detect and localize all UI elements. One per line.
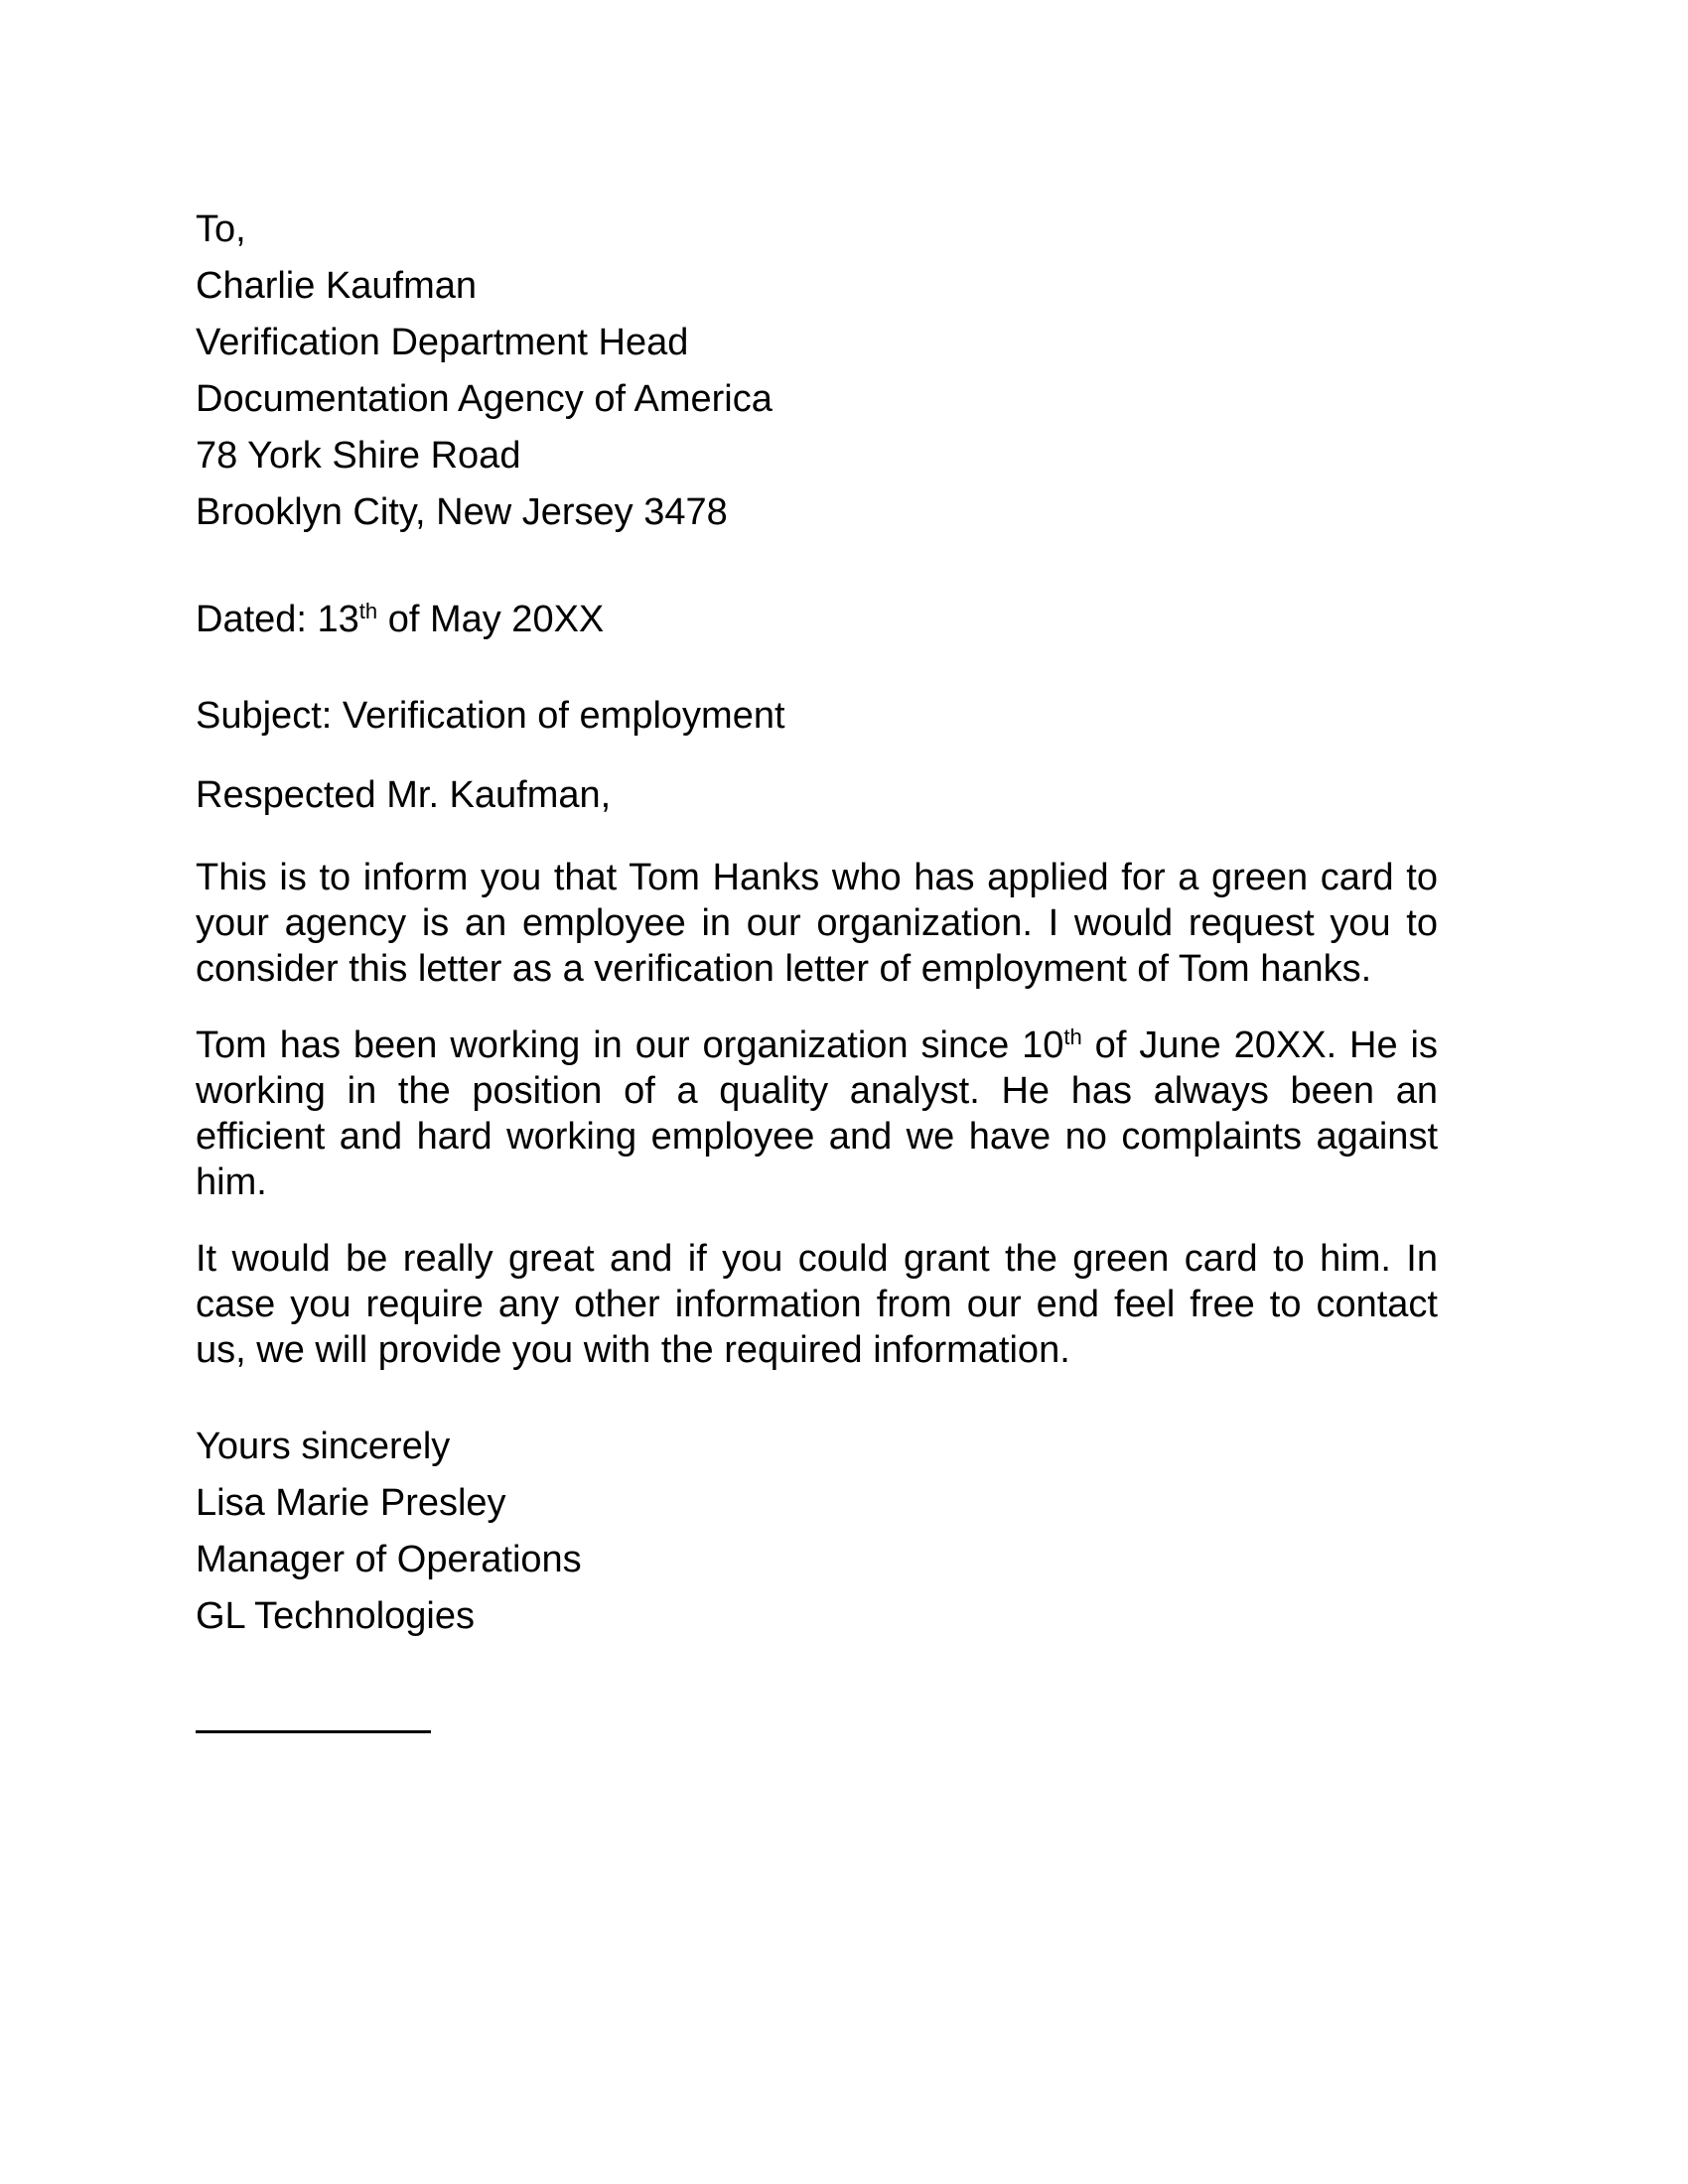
date-text-rest: of May 20XX	[377, 599, 605, 640]
date-ordinal-suffix: th	[358, 599, 378, 623]
sender-company-line: GL Technologies	[196, 1595, 475, 1637]
sender-title-line: Manager of Operations	[196, 1539, 582, 1580]
recipient-street-line: 78 York Shire Road	[196, 435, 521, 477]
date-line	[196, 592, 1438, 648]
sender-name-line: Lisa Marie Presley	[196, 1482, 506, 1524]
paragraph-2-text-rest: of June 20XX. He is working in the position of a quality analyst. He has always been an efficient and hard working employee and we have no complaints against him.	[196, 1024, 1438, 1203]
recipient-to-line: To,	[196, 208, 246, 250]
date-text: Dated: 13	[196, 599, 359, 640]
paragraph-1: This is to inform you that Tom Hanks who has applied for a green card to your agency is an employee in our organization. I would request you to consider this letter as a verification letter of employment of Tom hanks.	[196, 857, 1438, 990]
salutation-line: Respected Mr. Kaufman,	[196, 774, 612, 816]
paragraph-2-ordinal-suffix: th	[1063, 1024, 1082, 1049]
recipient-city-line: Brooklyn City, New Jersey 3478	[196, 491, 728, 533]
recipient-organization-line: Documentation Agency of America	[196, 378, 773, 420]
paragraph-2-text: Tom has been working in our organization since 10	[196, 1024, 1064, 1066]
subject-line: Subject: Verification of employment	[196, 695, 785, 737]
recipient-name-line: Charlie Kaufman	[196, 265, 478, 307]
closing-sincerely-line: Yours sincerely	[196, 1426, 451, 1467]
closing-block	[196, 1419, 1438, 1645]
paragraph-2	[196, 1023, 1438, 1205]
signature-line	[196, 1730, 431, 1733]
paragraph-3: It would be really great and if you could grant the green card to him. In case you require any other information from our end feel free to contact us, we will provide you with the required information.	[196, 1238, 1438, 1371]
recipient-block	[196, 202, 1438, 541]
recipient-title-line: Verification Department Head	[196, 322, 689, 363]
